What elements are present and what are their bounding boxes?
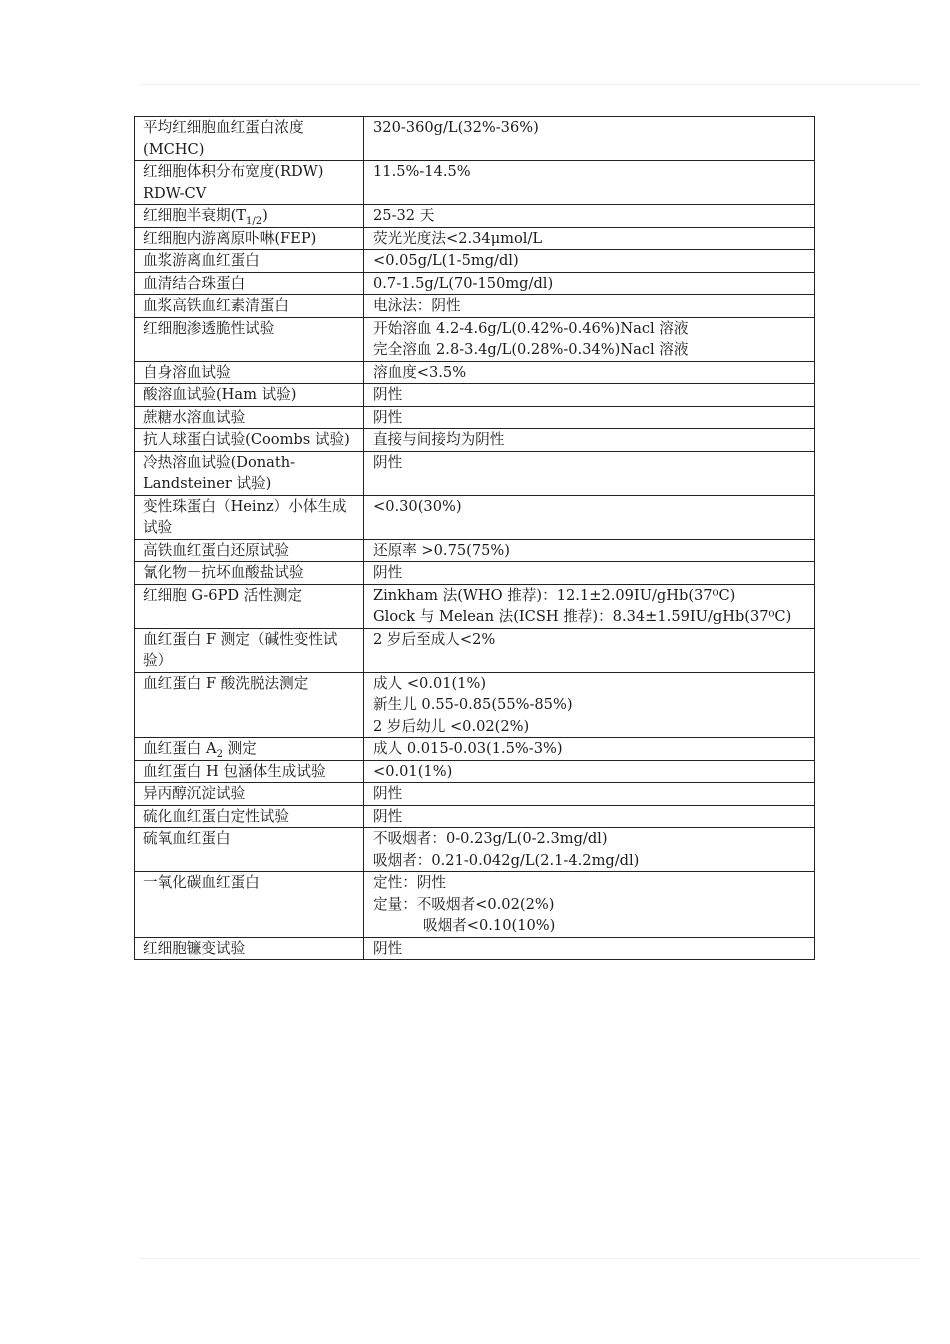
reference-value-cell (364, 584, 815, 628)
test-name: 红细胞渗透脆性试验 (143, 319, 275, 337)
test-name-cell (135, 584, 364, 628)
test-name-cell (135, 384, 364, 407)
test-name-cell (135, 783, 364, 806)
reference-value: <0.30(30%) (373, 497, 462, 515)
table-row (135, 272, 815, 295)
test-name: 红细胞 G-6PD 活性测定 (143, 586, 303, 604)
test-name-cell (135, 250, 364, 273)
table-row (135, 317, 815, 361)
reference-value-cell (364, 361, 815, 384)
reference-value-cell (364, 317, 815, 361)
test-name-cell (135, 672, 364, 738)
table-body (135, 117, 815, 960)
reference-value-cell (364, 406, 815, 429)
reference-value: 阴性 (373, 408, 403, 426)
test-name-cell (135, 738, 364, 761)
test-name: 高铁血红蛋白还原试验 (143, 541, 289, 559)
reference-value-cell (364, 760, 815, 783)
test-name: 血红蛋白 F 测定（碱性变性试验） (143, 630, 338, 669)
test-name: 酸溶血试验(Ham 试验) (143, 386, 297, 403)
test-name-tail: ) (262, 207, 268, 224)
reference-value-cell (364, 562, 815, 585)
test-name: 硫化血红蛋白定性试验 (143, 807, 289, 825)
footer-rule (140, 1258, 920, 1259)
reference-value-cell (364, 429, 815, 452)
table-row (135, 828, 815, 872)
test-name: 一氧化碳血红蛋白 (143, 874, 260, 891)
reference-value: 25-32 天 (373, 207, 435, 224)
reference-value: 11.5%-14.5% (373, 163, 471, 180)
test-name: 抗人球蛋白试验(Coombs 试验) (143, 431, 350, 448)
test-name-cell (135, 272, 364, 295)
reference-value: 阴性 (373, 453, 403, 471)
test-name: 血浆高铁血红素清蛋白 (143, 297, 289, 314)
test-name-cell (135, 562, 364, 585)
table-row (135, 760, 815, 783)
reference-value: 320-360g/L(32%-36%) (373, 119, 539, 136)
table-row (135, 227, 815, 250)
table-row (135, 250, 815, 273)
test-name: 红细胞内游离原卟啉(FEP) (143, 229, 317, 247)
test-name: 血浆游离血红蛋白 (143, 252, 260, 269)
reference-value-cell (364, 205, 815, 228)
table-row (135, 429, 815, 452)
reference-value: 完全溶血 2.8-3.4g/L(0.28%-0.34%)Nacl 溶液 (373, 341, 689, 358)
reference-values-table (134, 116, 815, 960)
reference-value: 2 岁后幼儿 <0.02(2%) (373, 717, 530, 735)
test-name-cell (135, 760, 364, 783)
test-name-cell (135, 828, 364, 872)
reference-value-cell (364, 117, 815, 161)
reference-value-cell (364, 272, 815, 295)
table-row (135, 783, 815, 806)
reference-value: <0.05g/L(1-5mg/dl) (373, 252, 519, 269)
table-row (135, 384, 815, 407)
reference-value-cell (364, 872, 815, 938)
test-name: 硫氧血红蛋白 (143, 830, 231, 847)
test-name: 血红蛋白 H 包涵体生成试验 (143, 762, 326, 780)
reference-value-cell (364, 805, 815, 828)
test-name-cell (135, 937, 364, 960)
test-name: 变性珠蛋白（Heinz）小体生成试验 (143, 497, 347, 536)
test-name: 红细胞体积分布宽度(RDW) RDW-CV (143, 163, 324, 202)
table-row (135, 872, 815, 938)
test-name-cell (135, 406, 364, 429)
reference-value: 开始溶血 4.2-4.6g/L(0.42%-0.46%)Nacl 溶液 (373, 319, 689, 337)
test-name-tail: 测定 (222, 740, 257, 757)
test-name-subscript: 1/2 (246, 215, 263, 227)
test-name-cell (135, 205, 364, 228)
test-name: 自身溶血试验 (143, 363, 231, 381)
table-row (135, 628, 815, 672)
reference-value-cell (364, 828, 815, 872)
reference-value: 吸烟者：0.21-0.042g/L(2.1-4.2mg/dl) (373, 851, 640, 869)
reference-value-cell (364, 738, 815, 761)
test-name-cell (135, 805, 364, 828)
reference-value: 还原率 >0.75(75%) (373, 541, 510, 559)
reference-value: 0.7-1.5g/L(70-150mg/dl) (373, 274, 554, 292)
test-name: 氰化物－抗坏血酸盐试验 (143, 564, 304, 581)
reference-value: 阴性 (373, 785, 403, 802)
reference-value-cell (364, 250, 815, 273)
table-row (135, 562, 815, 585)
table-row (135, 738, 815, 761)
reference-value-cell (364, 227, 815, 250)
table-row (135, 205, 815, 228)
test-name-cell (135, 361, 364, 384)
test-name: 蔗糖水溶血试验 (143, 408, 246, 426)
table-row (135, 406, 815, 429)
test-name-cell (135, 628, 364, 672)
reference-value-cell (364, 628, 815, 672)
reference-value-cell (364, 783, 815, 806)
test-name-cell (135, 539, 364, 562)
reference-value: 定性：阴性 (373, 874, 446, 891)
test-name: 血清结合珠蛋白 (143, 274, 246, 292)
table-row (135, 451, 815, 495)
test-name-cell (135, 872, 364, 938)
test-name-cell (135, 117, 364, 161)
test-name: 异丙醇沉淀试验 (143, 785, 246, 802)
test-name-cell (135, 161, 364, 205)
table-row (135, 584, 815, 628)
test-name-cell (135, 227, 364, 250)
table-row (135, 117, 815, 161)
test-name-cell (135, 451, 364, 495)
test-name-cell (135, 317, 364, 361)
reference-value: Glock 与 Melean 法(ICSH 推荐)：8.34±1.59IU/gHb(37⁰C) (373, 608, 792, 625)
reference-value: 直接与间接均为阴性 (373, 431, 505, 448)
reference-value: 成人 <0.01(1%) (373, 674, 487, 692)
reference-value-cell (364, 937, 815, 960)
reference-value: <0.01(1%) (373, 762, 453, 780)
test-name-subscript: 2 (216, 748, 223, 760)
table-row (135, 495, 815, 539)
reference-value: 成人 0.015-0.03(1.5%-3%) (373, 740, 563, 757)
reference-value: 不吸烟者：0-0.23g/L(0-2.3mg/dl) (373, 830, 608, 847)
header-rule (140, 84, 920, 85)
test-name-cell (135, 429, 364, 452)
table-row (135, 361, 815, 384)
test-name: 红细胞半衰期(T (143, 207, 246, 224)
reference-value: 阴性 (373, 386, 403, 403)
test-name-cell (135, 295, 364, 318)
reference-value-cell (364, 161, 815, 205)
test-name-cell (135, 495, 364, 539)
reference-value-cell (364, 384, 815, 407)
reference-value: 新生儿 0.55-0.85(55%-85%) (373, 696, 573, 713)
reference-value: 阴性 (373, 564, 403, 581)
test-name: 冷热溶血试验(Donath-Landsteiner 试验) (143, 453, 296, 492)
reference-value: 荧光光度法<2.34μmol/L (373, 229, 543, 247)
reference-value: 阴性 (373, 939, 403, 957)
reference-value: 吸烟者<0.10(10%) (423, 917, 556, 934)
reference-value: 阴性 (373, 807, 403, 825)
reference-value-cell (364, 295, 815, 318)
table-row (135, 937, 815, 960)
table-row (135, 295, 815, 318)
test-name: 平均红细胞血红蛋白浓度(MCHC) (143, 119, 304, 158)
table-row (135, 539, 815, 562)
table-row (135, 805, 815, 828)
test-name: 血红蛋白 F 酸洗脱法测定 (143, 674, 309, 692)
reference-value: 定量：不吸烟者<0.02(2%) (373, 895, 555, 913)
reference-value-cell (364, 495, 815, 539)
table-row (135, 672, 815, 738)
reference-value-cell (364, 672, 815, 738)
reference-value: 溶血度<3.5% (373, 363, 467, 381)
test-name: 血红蛋白 A (143, 740, 217, 757)
reference-value-cell (364, 539, 815, 562)
reference-value: 2 岁后至成人<2% (373, 630, 496, 648)
reference-value: Zinkham 法(WHO 推荐)：12.1±2.09IU/gHb(37⁰C) (373, 586, 736, 604)
test-name: 红细胞镰变试验 (143, 939, 246, 957)
table-row (135, 161, 815, 205)
reference-value-cell (364, 451, 815, 495)
reference-value: 电泳法：阴性 (373, 297, 461, 314)
